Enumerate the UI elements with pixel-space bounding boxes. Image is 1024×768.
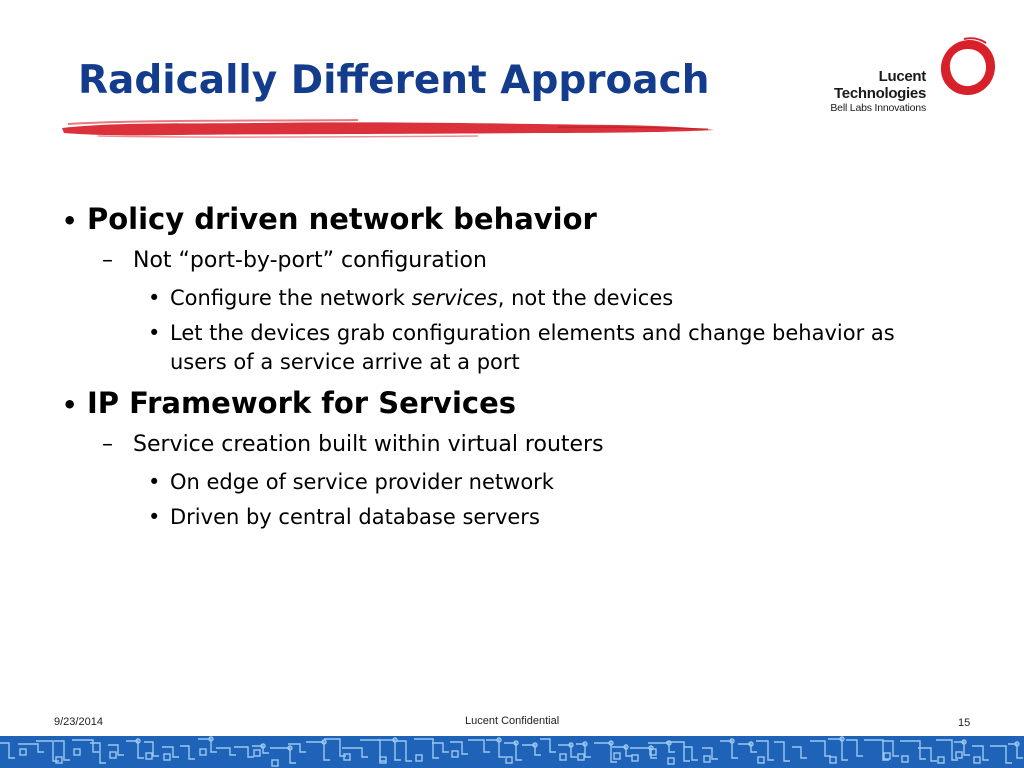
bullet-text: Service creation built within virtual routers (133, 432, 604, 457)
logo-tagline: Bell Labs Innovations (830, 102, 926, 114)
bullet-level3 (148, 503, 928, 532)
bullet-dash: – (102, 248, 113, 273)
bullet-text: Configure the network services, not the devices (170, 286, 674, 310)
bullet-text: Let the devices grab configuration elements and change behavior as users of a service arrive at a port (170, 321, 895, 374)
bullet-dot: • (148, 470, 161, 494)
bullet-level3 (148, 319, 928, 377)
lucent-innovation-ring-icon (934, 34, 1002, 102)
bullet-dot: • (148, 321, 161, 345)
bullet-dot: • (62, 207, 78, 235)
emphasis-services: services (411, 286, 498, 310)
bullet-text: IP Framework for Services (87, 386, 517, 420)
bullet-text: Not “port-by-port” configuration (133, 248, 487, 273)
bullet-dot: • (62, 391, 78, 419)
bullet-dot: • (148, 286, 161, 310)
logo-company-name: Lucent Technologies (834, 68, 926, 102)
lucent-logo-text (786, 68, 926, 115)
bullet-level2 (102, 248, 487, 273)
footer-confidential: Lucent Confidential (465, 715, 560, 727)
bullet-text: On edge of service provider network (170, 470, 554, 494)
circuit-board-footer-band (0, 736, 1024, 768)
red-brush-underline (58, 116, 718, 142)
bullet-level1 (62, 386, 516, 420)
slide-title: Radically Different Approach (78, 58, 710, 103)
bullet-dash: – (102, 432, 113, 457)
bullet-text: Driven by central database servers (170, 505, 540, 529)
bullet-text: Policy driven network behavior (87, 202, 597, 236)
bullet-level3 (148, 284, 928, 313)
bullet-level3 (148, 468, 928, 497)
bullet-level2 (102, 432, 604, 457)
footer-date: 9/23/2014 (54, 716, 103, 728)
bullet-dot: • (148, 505, 161, 529)
bullet-level1 (62, 202, 597, 236)
footer-page-number: 15 (958, 717, 971, 729)
